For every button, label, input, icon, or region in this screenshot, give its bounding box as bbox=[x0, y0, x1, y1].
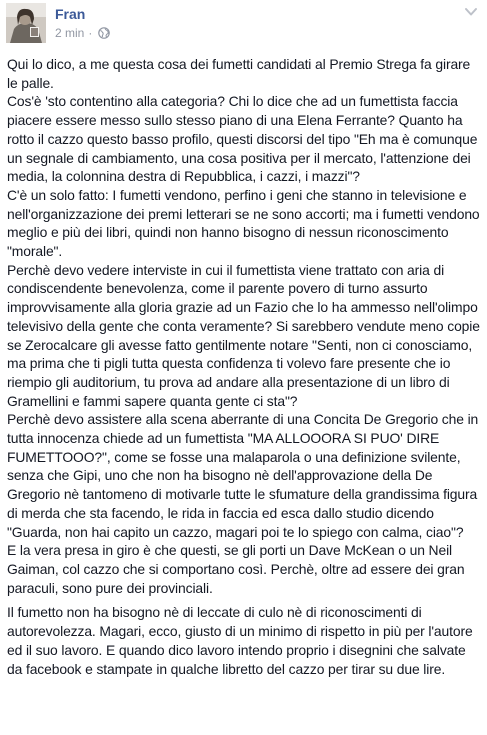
globe-icon[interactable] bbox=[98, 27, 110, 39]
post-paragraph: Cos'è 'sto contentino alla categoria? Chi lo dice che ad un fumettista faccia piacere essere messo sullo stesso piano di una Elena Ferrante? Quanto ha rotto il cazzo questo basso profilo, questi discorsi del tipo "Eh ma è comunque un segnale di cambiamento, una cosa positiva per il mercato, l'attenzione dei media, la colonnina destra di Repubblica, i cazzi, i mazzi"? bbox=[7, 93, 478, 185]
post-paragraph: E la vera presa in giro è che questi, se gli porti un Dave McKean o un Neil Gaiman, col cazzo che si comportano così. Perchè, oltre ad essere dei gran paraculi, sono pure dei provinciali. bbox=[7, 542, 465, 596]
post-paragraph: Qui lo dico, a me questa cosa dei fumetti candidati al Premio Strega fa girare le palle. bbox=[7, 56, 471, 91]
post-header bbox=[6, 3, 481, 43]
post-paragraph: Il fumetto non ha bisogno nè di leccate di culo nè di riconoscimenti di autorevolezza. Magari, ecco, giusto di un minimo di rispetto in più per l'autore ed il suo lavoro. E quando dico lavoro intendo proprio i disegnini che salvate da facebook e stampate in qualche libretto del cazzo per tirar su due lire. bbox=[7, 604, 473, 677]
chevron-down-icon[interactable] bbox=[463, 5, 479, 17]
avatar[interactable] bbox=[6, 3, 46, 43]
post-body bbox=[7, 55, 481, 678]
post-meta bbox=[55, 25, 110, 41]
meta-separator: · bbox=[88, 26, 93, 40]
post-paragraph: Perchè devo vedere interviste in cui il fumettista viene trattato con aria di condiscendente benevolenza, come il parente povero di turno assurto improvvisamente alla gloria grazie ad un Fazio che lo ha ammesso nell'olimpo televisivo della gente che conta veramente? Si sarebbero vendute meno copie se Zerocalcare gli avesse fatto gentilmente notare "Senti, non ci conosciamo, ma prima che ti pigli tutta questa confidenza ti volevo fare presente che io riempio gli auditorium, tu prova ad andare alla presentazione di un libro di Gramellini e fammi sapere quanta gente ci sta"? bbox=[7, 261, 480, 409]
post-timestamp[interactable]: 2 min bbox=[55, 26, 85, 40]
avatar-photo-icon bbox=[6, 3, 46, 43]
post-author[interactable]: Fran bbox=[55, 6, 86, 22]
post-paragraph: Perchè devo assistere alla scena aberrante di una Concita De Gregorio che in tutta innocenza chiede ad un fumettista "MA ALLOOORA SI PUO' DIRE FUMETTOOO?", come se fosse una malaparola o una definizione svilente, senza che Gipi, uno che non ha bisogno nè dell'approvazione della De Gregorio nè tantomeno di motivarle tutte le sfumature della grandissima figura di merda che sta facendo, le rida in faccia ed esca dallo studio dicendo "Guarda, non hai capito un cazzo, magari poi te lo spiego con calma, ciao"? bbox=[7, 411, 479, 540]
post-paragraph: C'è un solo fatto: I fumetti vendono, perfino i geni che stanno in televisione e nell'organizzazione dei premi letterari se ne sono accorti; ma i fumetti vendono meglio e più dei libri, quindi non hanno bisogno di nessun riconoscimento "morale". bbox=[7, 186, 480, 260]
